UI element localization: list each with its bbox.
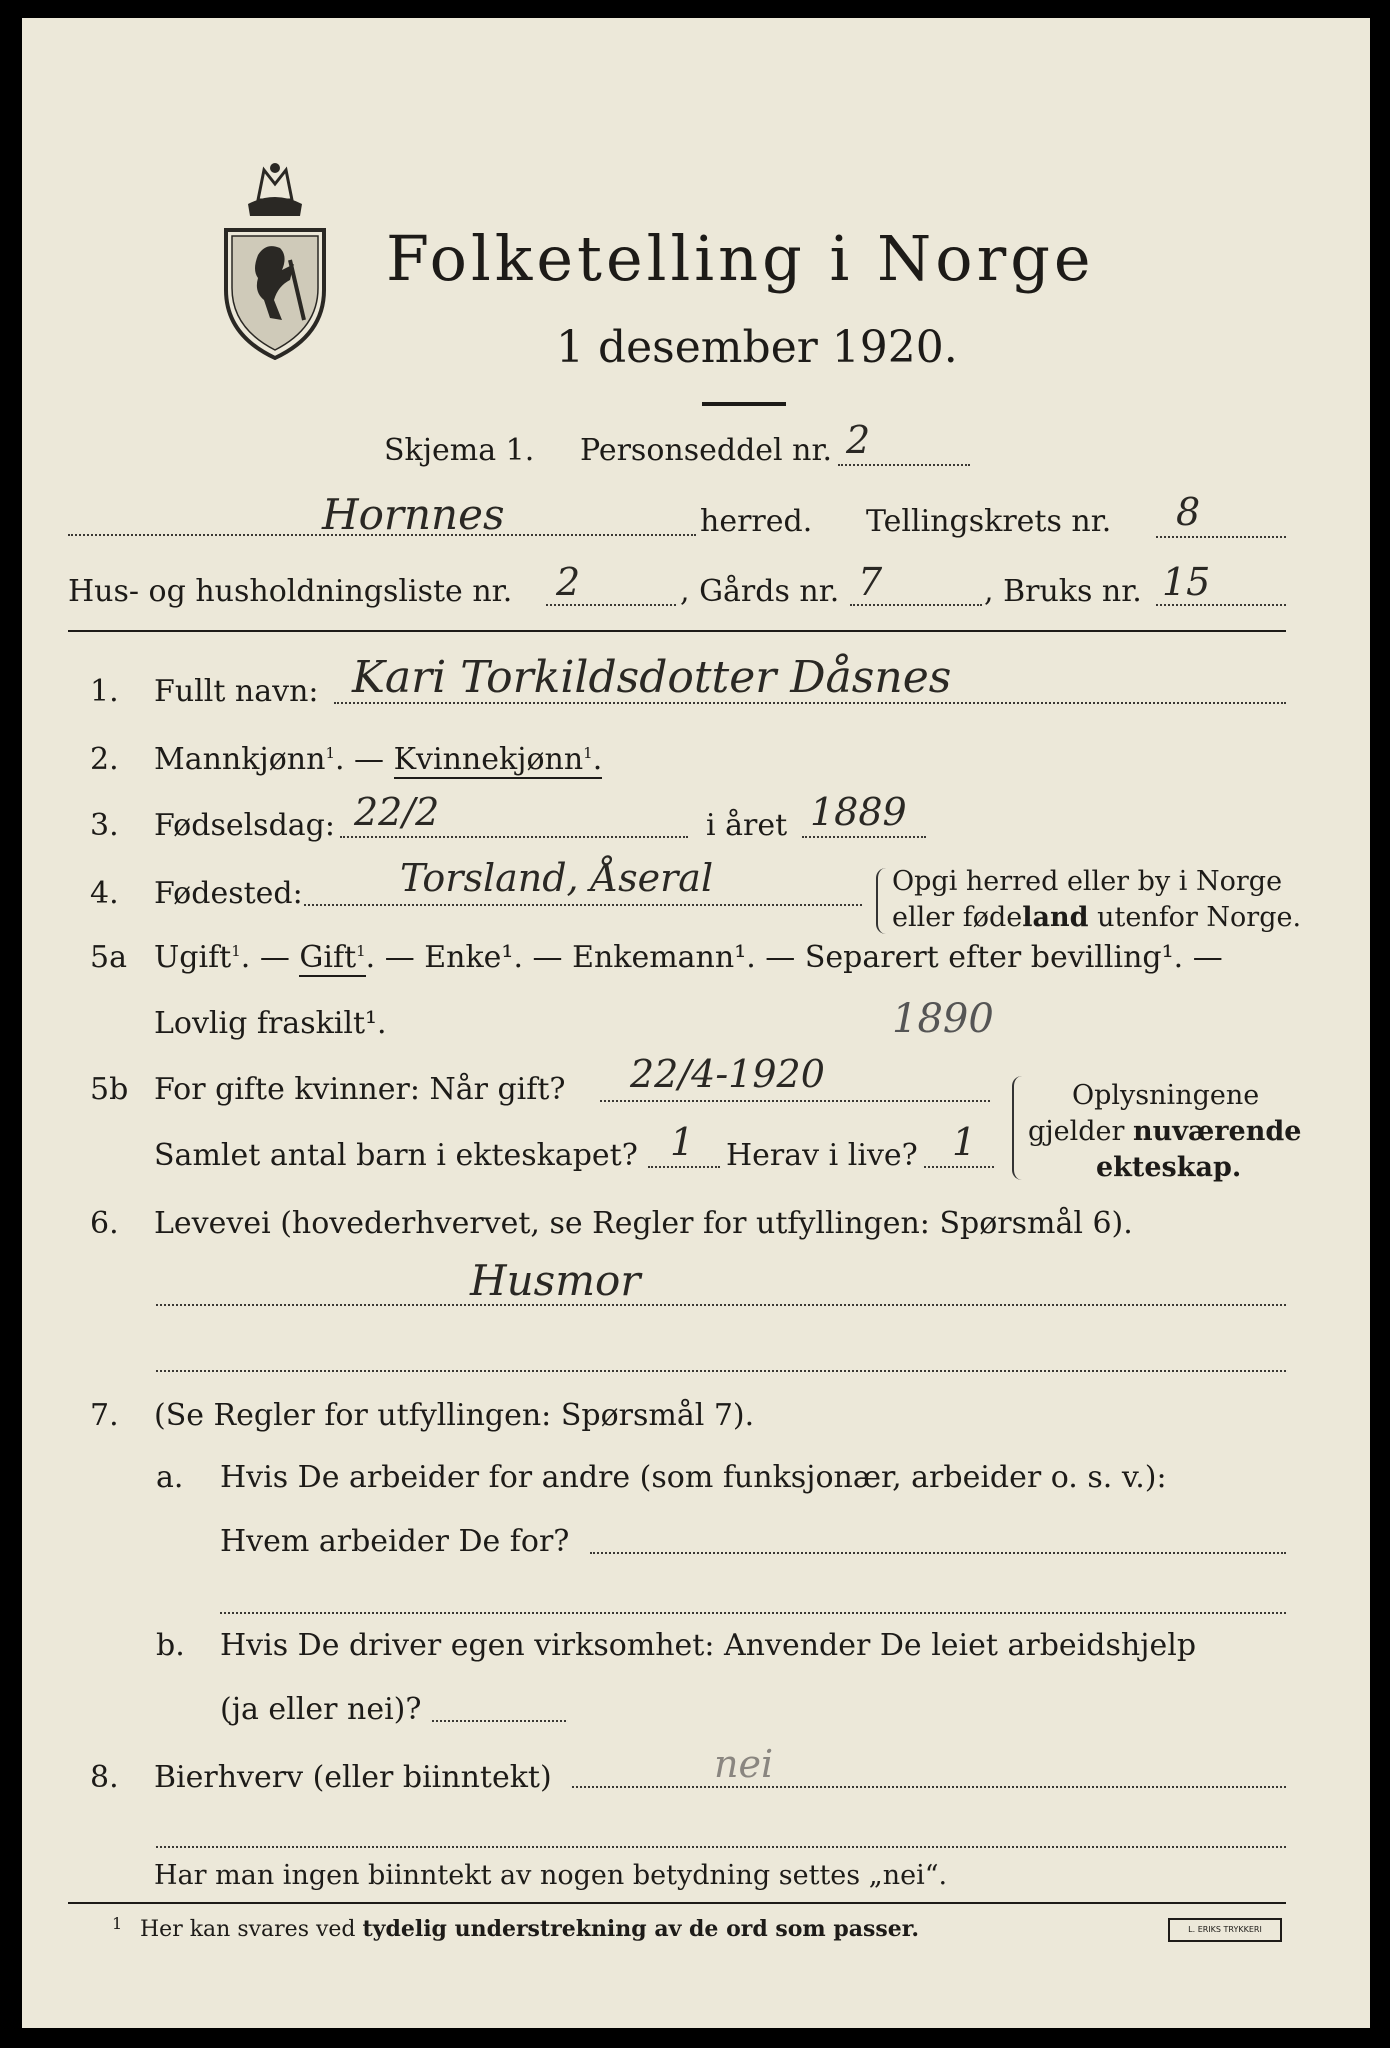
husliste-line <box>546 604 676 606</box>
q5a-rest: . — Enke¹. — Enkemann¹. — Separert efter bevilling¹. — <box>365 940 1223 975</box>
q5b-number: 5b <box>90 1072 129 1107</box>
footer-note: Har man ingen biinntekt av nogen betydning settes „nei“. <box>154 1860 948 1891</box>
q2-male: Mannkjønn <box>154 742 326 777</box>
q6-number: 6. <box>90 1206 119 1241</box>
q5b-alive-line <box>924 1166 994 1168</box>
footer-rule <box>68 1902 1286 1904</box>
herred-line <box>68 534 696 536</box>
tellingskrets-value: 8 <box>1176 490 1201 534</box>
q1-label: Fullt navn: <box>154 674 319 709</box>
q5b-note-line1: Oplysningene <box>1072 1080 1260 1111</box>
q5b-note-line3: ekteskap. <box>1096 1152 1242 1183</box>
bruks-value: 15 <box>1162 560 1211 604</box>
schema-label: Skjema 1. <box>384 433 535 468</box>
q2-sup1: 1 <box>325 744 335 762</box>
q5b-married-line <box>600 1100 990 1102</box>
q8-line1 <box>572 1786 1286 1788</box>
footnote-text <box>140 1916 919 1942</box>
q7a-line1: Hvis De arbeider for andre (som funksjonær, arbeider o. s. v.): <box>220 1460 1167 1495</box>
q2-number: 2. <box>90 742 119 777</box>
q2-options <box>154 742 602 777</box>
q4-number: 4. <box>90 876 119 911</box>
q3-number: 3. <box>90 808 119 843</box>
q7b-line2: (ja eller nei)? <box>220 1692 422 1727</box>
q2-sup2: 1 <box>583 744 593 762</box>
q4-note-line1: Opgi herred eller by i Norge <box>892 866 1283 897</box>
q4-label: Fødested: <box>154 876 303 911</box>
q5a-ugift: Ugift <box>154 940 232 975</box>
q4-note-line2 <box>892 902 1301 933</box>
footnote-bold: tydelig understrekning av de ord som passer. <box>362 1916 920 1942</box>
q5b-note-line2 <box>1028 1116 1301 1147</box>
q5b-children-value: 1 <box>670 1120 695 1164</box>
bruks-label: , Bruks nr. <box>984 574 1142 609</box>
q3-birthday: 22/2 <box>354 790 440 834</box>
q2-end: . <box>592 742 603 777</box>
q4-birthplace: Torsland, Åseral <box>400 856 714 900</box>
q5a-options: Ugift$^1$. — Gift$^1$. — Enke¹. — Enkemann¹. — Separert efter bevilling¹. — <box>154 940 1223 975</box>
form-title: Folketelling i Norge <box>386 222 1095 295</box>
q5a-line2: Lovlig fraskilt¹. <box>154 1006 387 1041</box>
q6-line2 <box>156 1370 1286 1372</box>
q4-note-post: utenfor Norge. <box>1088 902 1302 933</box>
q7a-answer-line1 <box>590 1552 1286 1554</box>
husliste-value: 2 <box>556 560 581 604</box>
q8-number: 8. <box>90 1760 119 1795</box>
q5b-brace <box>1012 1076 1026 1180</box>
personseddel-label: Personseddel nr. <box>580 433 833 468</box>
herred-label: herred. <box>700 504 813 539</box>
q5b-label: For gifte kvinner: Når gift? <box>154 1072 566 1107</box>
footnote-pre: Her kan svares ved <box>140 1917 363 1942</box>
q7b-answer-line <box>432 1720 566 1722</box>
q4-note-pre: eller føde <box>892 902 1023 933</box>
q6-label: Levevei (hovederhvervet, se Regler for utfyllingen: Spørsmål 6). <box>154 1206 1133 1241</box>
q5a-gift: Gift <box>299 940 357 975</box>
q5a-number: 5a <box>90 940 127 975</box>
header-rule <box>68 630 1286 632</box>
q7a-number: a. <box>156 1460 184 1495</box>
gards-value: 7 <box>858 560 883 604</box>
q3-label: Fødselsdag: <box>154 808 335 843</box>
printer-mark: L. ERIKS TRYKKERI <box>1168 1918 1282 1942</box>
q8-value: nei <box>714 1742 774 1786</box>
coat-of-arms-icon <box>218 160 332 360</box>
q3-year-label: i året <box>706 808 788 843</box>
q2-dash: . — <box>334 742 385 777</box>
q7a-line2: Hvem arbeider De for? <box>220 1524 570 1559</box>
q5b-children-line <box>648 1166 720 1168</box>
q3-line <box>340 836 688 838</box>
q3-year-line <box>802 836 926 838</box>
q1-number: 1. <box>90 674 119 709</box>
q4-note-bold: land <box>1022 902 1089 933</box>
census-date: 1 desember 1920. <box>556 322 958 373</box>
q5b-alive-value: 1 <box>952 1120 977 1164</box>
q5a-gift-underlined: Gift$^1$ <box>299 940 366 975</box>
q7-label: (Se Regler for utfyllingen: Spørsmål 7). <box>154 1398 755 1433</box>
q5b-alive-label: Herav i live? <box>726 1138 918 1173</box>
q1-full-name: Kari Torkildsdotter Dåsnes <box>352 652 952 703</box>
q2-female-underlined <box>394 742 603 779</box>
q5b-children-label: Samlet antal barn i ekteskapet? <box>154 1138 638 1173</box>
bruks-line <box>1156 604 1286 606</box>
q7-number: 7. <box>90 1398 119 1433</box>
gards-label: , Gårds nr. <box>680 574 840 609</box>
title-divider <box>702 402 786 406</box>
tellingskrets-line <box>1156 536 1286 538</box>
q5b-note-pre: gjelder <box>1028 1116 1134 1147</box>
gards-line <box>850 604 982 606</box>
q6-occupation: Husmor <box>470 1256 641 1305</box>
personseddel-line <box>838 464 970 466</box>
q8-line2 <box>156 1846 1286 1848</box>
q7b-line1: Hvis De driver egen virksomhet: Anvender De leiet arbeidshjelp <box>220 1628 1197 1663</box>
q8-label: Bierhverv (eller biinntekt) <box>154 1760 552 1795</box>
footnote-number: 1 <box>112 1914 123 1933</box>
q4-line <box>304 904 862 906</box>
herred-value: Hornnes <box>322 490 505 539</box>
q5b-marriage-date: 22/4-1920 <box>630 1052 825 1096</box>
q7a-answer-line2 <box>220 1612 1286 1614</box>
q6-line1 <box>156 1304 1286 1306</box>
q7b-number: b. <box>156 1628 185 1663</box>
personseddel-value: 2 <box>846 418 871 462</box>
q2-female: Kvinnekjønn <box>393 742 584 777</box>
q4-brace <box>876 868 888 934</box>
husliste-label: Hus- og husholdningsliste nr. <box>68 574 513 609</box>
q5b-note-bold: nuværende <box>1133 1116 1302 1147</box>
q3-year-value: 1889 <box>810 790 907 834</box>
tellingskrets-label: Tellingskrets nr. <box>866 504 1112 539</box>
q5a-margin-note: 1890 <box>892 996 994 1042</box>
q1-line <box>334 702 1286 704</box>
